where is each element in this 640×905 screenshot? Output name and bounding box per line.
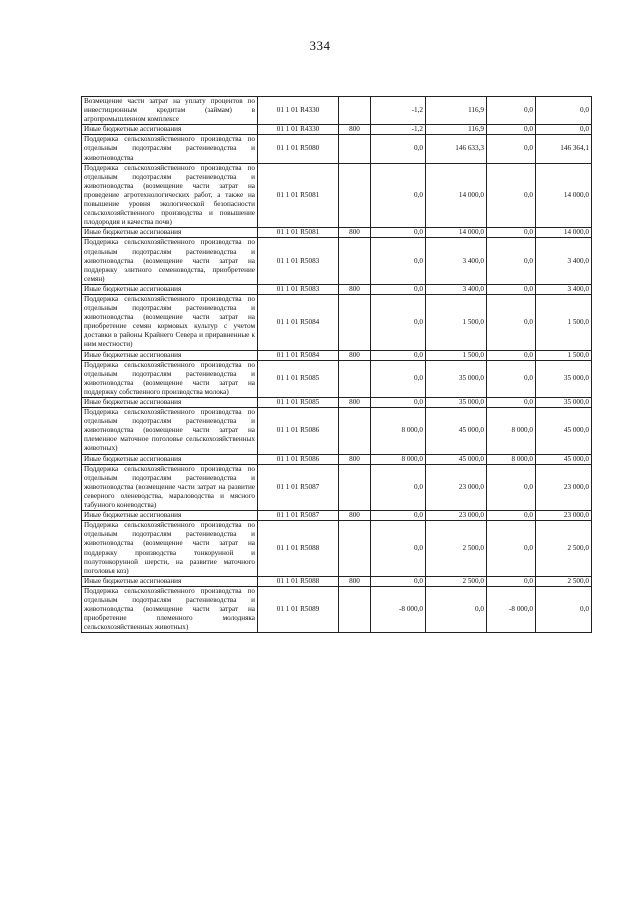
row-value-4: 146 364,1 <box>536 135 592 163</box>
row-value-3: 0,0 <box>487 511 536 521</box>
row-name: Иные бюджетные ассигнования <box>82 284 258 294</box>
row-value-1: -1,2 <box>371 125 426 135</box>
row-expense-type <box>339 163 371 228</box>
row-code: 01 1 01 R5086 <box>258 454 339 464</box>
row-value-1: -8 000,0 <box>371 586 426 632</box>
row-name: Поддержка сельскохозяйственного производства по отдельным подотраслям растениеводства и животноводства <box>82 135 258 163</box>
row-expense-type <box>339 360 371 397</box>
row-name: Поддержка сельскохозяйственного производства по отдельным подотраслям растениеводства и животноводства (возмещение части затрат на приобретение семян кормовых культур с учетом доставки в районы Крайнего Севера и приравненные к ним местности) <box>82 294 258 350</box>
row-value-4: 1 500,0 <box>536 350 592 360</box>
row-name: Иные бюджетные ассигнования <box>82 350 258 360</box>
row-value-2: 116,9 <box>426 97 487 125</box>
row-code: 01 1 01 R4330 <box>258 125 339 135</box>
row-code: 01 1 01 R5086 <box>258 408 339 454</box>
row-value-2: 14 000,0 <box>426 228 487 238</box>
row-value-4: 35 000,0 <box>536 398 592 408</box>
row-value-4: 23 000,0 <box>536 511 592 521</box>
row-name: Поддержка сельскохозяйственного производства по отдельным подотраслям растениеводства и животноводства (возмещение части затрат на племенное маточное поголовье сельскохозяйственных животных) <box>82 408 258 454</box>
row-value-3: -8 000,0 <box>487 586 536 632</box>
row-value-2: 35 000,0 <box>426 360 487 397</box>
row-value-1: 0,0 <box>371 294 426 350</box>
row-value-2: 3 400,0 <box>426 284 487 294</box>
row-value-4: 3 400,0 <box>536 238 592 284</box>
row-value-1: 0,0 <box>371 521 426 577</box>
row-value-1: 0,0 <box>371 511 426 521</box>
row-expense-type <box>339 521 371 577</box>
row-name: Поддержка сельскохозяйственного производства по отдельным подотраслям растениеводства и животноводства (возмещение части затрат на развитие северного оленеводства, мараловодства и мясного табунного коневодства) <box>82 464 258 510</box>
table-row <box>82 398 592 408</box>
table-row <box>82 350 592 360</box>
row-value-4: 3 400,0 <box>536 284 592 294</box>
row-code: 01 1 01 R5085 <box>258 360 339 397</box>
table-row <box>82 408 592 454</box>
row-value-4: 35 000,0 <box>536 360 592 397</box>
row-value-3: 0,0 <box>487 228 536 238</box>
row-value-4: 14 000,0 <box>536 163 592 228</box>
row-value-1: 0,0 <box>371 163 426 228</box>
row-value-1: -1,2 <box>371 97 426 125</box>
row-value-3: 0,0 <box>487 97 536 125</box>
row-name: Поддержка сельскохозяйственного производства по отдельным подотраслям растениеводства и животноводства (возмещение части затрат на приобретение племенного молодняка сельскохозяйственных животных) <box>82 586 258 632</box>
row-value-2: 35 000,0 <box>426 398 487 408</box>
row-value-3: 0,0 <box>487 521 536 577</box>
row-value-3: 0,0 <box>487 294 536 350</box>
row-code: 01 1 01 R5088 <box>258 576 339 586</box>
row-value-2: 146 633,3 <box>426 135 487 163</box>
row-code: 01 1 01 R5081 <box>258 163 339 228</box>
table-row <box>82 521 592 577</box>
row-value-3: 0,0 <box>487 284 536 294</box>
row-expense-type <box>339 135 371 163</box>
row-value-2: 0,0 <box>426 586 487 632</box>
table-row <box>82 586 592 632</box>
row-value-2: 1 500,0 <box>426 350 487 360</box>
row-code: 01 1 01 R5083 <box>258 284 339 294</box>
row-expense-type: 800 <box>339 284 371 294</box>
row-name: Поддержка сельскохозяйственного производства по отдельным подотраслям растениеводства и животноводства (возмещение части затрат на поддержку элитного семеноводства, приобретение семян) <box>82 238 258 284</box>
table-row <box>82 238 592 284</box>
row-value-2: 23 000,0 <box>426 511 487 521</box>
row-code: 01 1 01 R5085 <box>258 398 339 408</box>
row-name: Поддержка сельскохозяйственного производства по отдельным подотраслям растениеводства и животноводства (возмещение части затрат на проведение агротехнологических работ, а также на повышение уровня экологической безопасности сельскохозяйственного производства и повышение плодородия и качества почв) <box>82 163 258 228</box>
row-value-2: 45 000,0 <box>426 454 487 464</box>
row-value-4: 2 500,0 <box>536 521 592 577</box>
row-value-2: 2 500,0 <box>426 576 487 586</box>
row-value-2: 14 000,0 <box>426 163 487 228</box>
row-expense-type: 800 <box>339 511 371 521</box>
budget-table <box>81 96 592 633</box>
row-expense-type <box>339 238 371 284</box>
row-expense-type <box>339 294 371 350</box>
table-row <box>82 284 592 294</box>
row-value-3: 0,0 <box>487 398 536 408</box>
row-value-1: 0,0 <box>371 228 426 238</box>
row-value-3: 0,0 <box>487 238 536 284</box>
row-value-2: 116,9 <box>426 125 487 135</box>
row-value-1: 8 000,0 <box>371 408 426 454</box>
row-code: 01 1 01 R5084 <box>258 294 339 350</box>
row-name: Иные бюджетные ассигнования <box>82 125 258 135</box>
row-value-3: 8 000,0 <box>487 454 536 464</box>
row-name: Иные бюджетные ассигнования <box>82 398 258 408</box>
row-value-4: 0,0 <box>536 125 592 135</box>
table-row <box>82 511 592 521</box>
row-expense-type <box>339 97 371 125</box>
row-code: 01 1 01 R5087 <box>258 464 339 510</box>
row-value-4: 14 000,0 <box>536 228 592 238</box>
row-value-3: 0,0 <box>487 360 536 397</box>
row-expense-type: 800 <box>339 398 371 408</box>
row-expense-type <box>339 408 371 454</box>
row-value-1: 0,0 <box>371 350 426 360</box>
row-code: 01 1 01 R5080 <box>258 135 339 163</box>
page-number: 334 <box>309 38 331 53</box>
row-value-4: 45 000,0 <box>536 454 592 464</box>
row-value-3: 0,0 <box>487 163 536 228</box>
row-value-1: 0,0 <box>371 360 426 397</box>
row-expense-type <box>339 586 371 632</box>
row-code: 01 1 01 R5081 <box>258 228 339 238</box>
row-expense-type <box>339 464 371 510</box>
row-value-1: 0,0 <box>371 576 426 586</box>
table-row <box>82 454 592 464</box>
row-expense-type: 800 <box>339 350 371 360</box>
row-value-2: 3 400,0 <box>426 238 487 284</box>
row-value-1: 0,0 <box>371 464 426 510</box>
row-code: 01 1 01 R4330 <box>258 97 339 125</box>
row-value-3: 0,0 <box>487 125 536 135</box>
table-row <box>82 97 592 125</box>
row-value-3: 8 000,0 <box>487 408 536 454</box>
row-code: 01 1 01 R5084 <box>258 350 339 360</box>
row-value-4: 2 500,0 <box>536 576 592 586</box>
row-value-4: 0,0 <box>536 586 592 632</box>
row-name: Иные бюджетные ассигнования <box>82 228 258 238</box>
row-value-3: 0,0 <box>487 464 536 510</box>
table-row <box>82 360 592 397</box>
row-value-1: 0,0 <box>371 284 426 294</box>
table-row <box>82 294 592 350</box>
row-name: Поддержка сельскохозяйственного производства по отдельным подотраслям растениеводства и животноводства (возмещение части затрат на поддержку собственного производства молока) <box>82 360 258 397</box>
row-value-4: 1 500,0 <box>536 294 592 350</box>
row-value-3: 0,0 <box>487 350 536 360</box>
row-expense-type: 800 <box>339 228 371 238</box>
row-name: Иные бюджетные ассигнования <box>82 454 258 464</box>
row-expense-type: 800 <box>339 576 371 586</box>
table-row <box>82 163 592 228</box>
table-row <box>82 228 592 238</box>
row-value-4: 45 000,0 <box>536 408 592 454</box>
row-code: 01 1 01 R5087 <box>258 511 339 521</box>
row-code: 01 1 01 R5088 <box>258 521 339 577</box>
row-expense-type: 800 <box>339 454 371 464</box>
row-value-2: 1 500,0 <box>426 294 487 350</box>
row-value-1: 0,0 <box>371 135 426 163</box>
row-code: 01 1 01 R5089 <box>258 586 339 632</box>
row-value-1: 0,0 <box>371 398 426 408</box>
table-row <box>82 464 592 510</box>
row-value-2: 23 000,0 <box>426 464 487 510</box>
table-row <box>82 576 592 586</box>
row-value-3: 0,0 <box>487 135 536 163</box>
row-value-2: 2 500,0 <box>426 521 487 577</box>
row-value-4: 23 000,0 <box>536 464 592 510</box>
row-code: 01 1 01 R5083 <box>258 238 339 284</box>
row-name: Иные бюджетные ассигнования <box>82 511 258 521</box>
table-row <box>82 125 592 135</box>
row-name: Возмещение части затрат на уплату процентов по инвестиционным кредитам (займам) в агропромышленном комплексе <box>82 97 258 125</box>
table-row <box>82 135 592 163</box>
row-value-1: 8 000,0 <box>371 454 426 464</box>
row-name: Поддержка сельскохозяйственного производства по отдельным подотраслям растениеводства и животноводства (возмещение части затрат на поддержку производства тонкорунной и полутонкорунной шерсти, на развитие маточного поголовья коз) <box>82 521 258 577</box>
row-name: Иные бюджетные ассигнования <box>82 576 258 586</box>
row-value-1: 0,0 <box>371 238 426 284</box>
row-value-4: 0,0 <box>536 97 592 125</box>
row-value-3: 0,0 <box>487 576 536 586</box>
row-value-2: 45 000,0 <box>426 408 487 454</box>
row-expense-type: 800 <box>339 125 371 135</box>
